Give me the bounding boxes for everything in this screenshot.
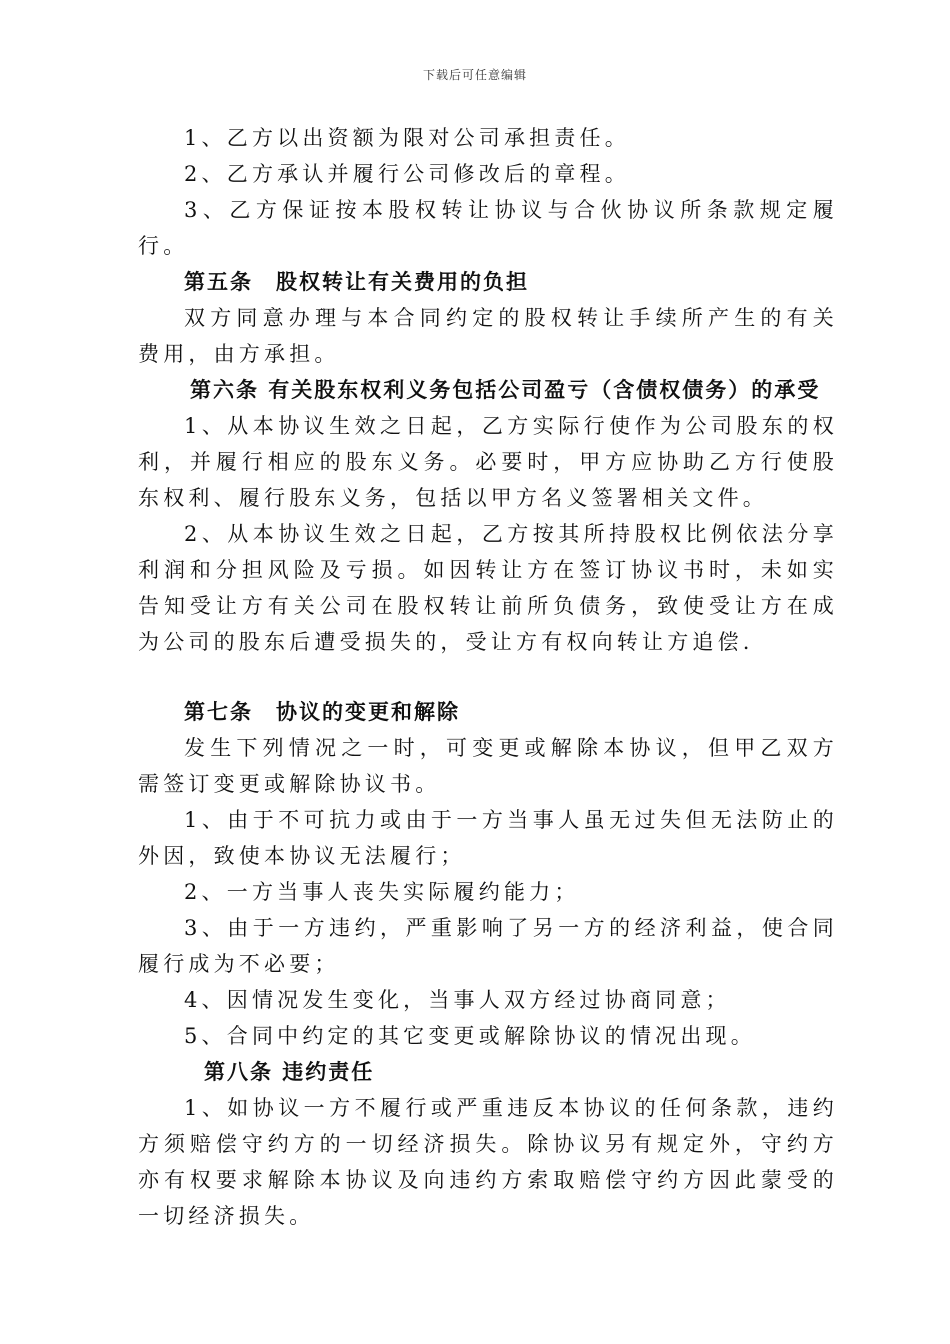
article6-paragraph-2: 2、从本协议生效之日起，乙方按其所持股权比例依法分享利润和分担风险及亏损。如因转让方在签订协议书时，未如实告知受让方有关公司在股权转让前所负债务，致使受让方在成为公司的股东后遭受损失的，受让方有权向转让方追偿. [138,522,838,654]
article7-item-2: 2、一方当事人丧失实际履约能力； [184,880,580,904]
article7-item-4: 4、因情况发生变化，当事人双方经过协商同意； [184,988,731,1012]
section-spacer [138,660,838,694]
article7-title: 第七条 协议的变更和解除 [184,699,460,724]
page-header-note: 下载后可任意编辑 [422,68,527,82]
article6-title: 第六条 有关股东权利义务包括公司盈亏（含债权债务）的承受 [190,377,821,402]
article7-item-5: 5、合同中约定的其它变更或解除协议的情况出现。 [184,1024,756,1048]
article7-item-3: 3、由于一方违约，严重影响了另一方的经济利益，使合同履行成为不必要； [138,916,838,976]
document-body [138,120,838,1234]
article4-item-2: 2、乙方承认并履行公司修改后的章程。 [184,162,630,186]
article5-title: 第五条 股权转让有关费用的负担 [184,269,529,294]
article5-body: 双方同意办理与本合同约定的股权转让手续所产生的有关费用，由方承担。 [138,306,838,366]
article7-intro: 发生下列情况之一时，可变更或解除本协议，但甲乙双方需签订变更或解除协议书。 [138,736,838,796]
article7-item-1: 1、由于不可抗力或由于一方当事人虽无过失但无法防止的外因，致使本协议无法履行； [138,808,838,868]
article6-paragraph-1: 1、从本协议生效之日起，乙方实际行使作为公司股东的权利，并履行相应的股东义务。必要时，甲方应协助乙方行使股东权利、履行股东义务，包括以甲方名义签署相关文件。 [138,414,838,510]
article8-paragraph-1: 1、如协议一方不履行或严重违反本协议的任何条款，违约方须赔偿守约方的一切经济损失。除协议另有规定外，守约方亦有权要求解除本协议及向违约方索取赔偿守约方因此蒙受的一切经济损失。 [138,1096,838,1228]
article8-title: 第八条 违约责任 [204,1059,375,1084]
article4-item-3: 3、乙方保证按本股权转让协议与合伙协议所条款规定履行。 [138,198,838,258]
article4-item-1: 1、乙方以出资额为限对公司承担责任。 [184,126,630,150]
